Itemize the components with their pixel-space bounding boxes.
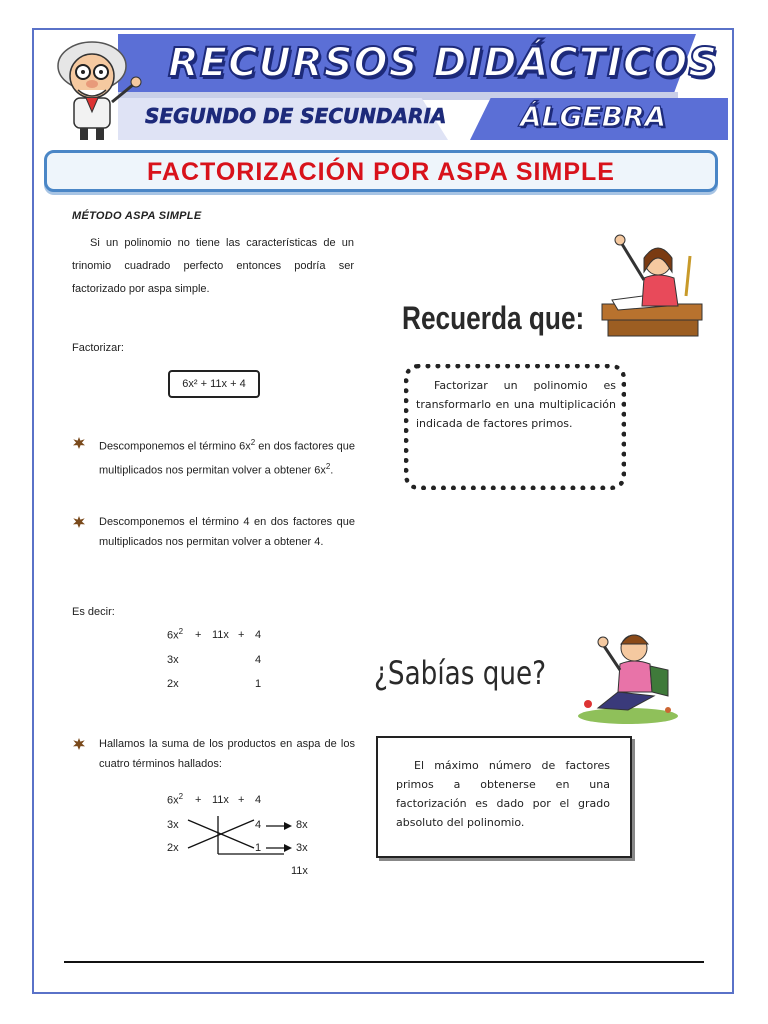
aspa-row0-b: 11x bbox=[212, 794, 229, 806]
boy-student-illustration-icon bbox=[568, 626, 680, 726]
step-1-part-c: . bbox=[330, 464, 334, 477]
step-3-text: Hallamos la suma de los productos en aspa de los cuatro términos hallados: bbox=[99, 738, 355, 770]
header-title: RECURSOS DIDÁCTICOS bbox=[168, 40, 719, 86]
sabias-title: ¿Sabías que? bbox=[374, 654, 547, 692]
es-decir-label: Es decir: bbox=[72, 606, 115, 618]
method-heading: MÉTODO ASPA SIMPLE bbox=[72, 210, 202, 222]
es-decir-row0-b: 11x bbox=[212, 629, 229, 641]
step-1-part-a: Descomponemos el término 6x bbox=[99, 440, 251, 453]
factor-label: Factorizar: bbox=[72, 342, 124, 354]
aspa-row2-product: 3x bbox=[296, 842, 308, 854]
aspa-sum: 11x bbox=[291, 865, 308, 877]
step-2-text: Descomponemos el término 4 en dos factores que multiplicados nos permitan volver a obtener 4. bbox=[99, 516, 355, 548]
subject-label: ÁLGEBRA bbox=[520, 100, 667, 133]
aspa-row0-op2: + bbox=[238, 794, 245, 806]
step-1-sup-a: 2 bbox=[250, 438, 256, 447]
method-intro: Si un polinomio no tiene las características de un trinomio cuadrado perfecto entonces podría ser factorizado por aspa simple. bbox=[72, 237, 354, 295]
sabias-text: El máximo número de factores primos a obtenerse en una factorización es dado por el grado absoluto del polinomio. bbox=[396, 759, 610, 829]
recuerda-text: Factorizar un polinomio es transformarlo en una multiplicación indicada de factores primos. bbox=[416, 379, 616, 430]
es-decir-row0-c: 4 bbox=[255, 629, 262, 641]
girl-student-illustration-icon bbox=[598, 226, 708, 338]
page-title-bar bbox=[44, 150, 718, 192]
aspa-row0-op1: + bbox=[195, 794, 202, 806]
page-title: FACTORIZACIÓN POR ASPA SIMPLE bbox=[147, 158, 615, 186]
grade-label: SEGUNDO DE SECUNDARIA bbox=[145, 104, 447, 128]
es-decir-row0-a: $6x^2$ bbox=[167, 627, 184, 642]
es-decir-row1-a: 3x bbox=[167, 654, 179, 666]
aspa-row1-product: 8x bbox=[296, 819, 308, 831]
expression-box: 6x² + 11x + 4 bbox=[168, 370, 260, 398]
es-decir-row0-op2: + bbox=[238, 629, 245, 641]
sunburst-bullet-icon bbox=[73, 516, 85, 528]
step-1-part-b: en dos factores que multiplicados nos permitan volver a obtener 6x bbox=[99, 440, 355, 477]
es-decir-row2-c: 1 bbox=[255, 678, 262, 690]
footer-rule bbox=[64, 961, 704, 963]
es-decir-row2-a: 2x bbox=[167, 678, 179, 690]
es-decir-row1-c: 4 bbox=[255, 654, 262, 666]
es-decir-row0-op1: + bbox=[195, 629, 202, 641]
aspa-row0-c: 4 bbox=[255, 794, 262, 806]
step-1-text bbox=[99, 433, 355, 480]
aspa-row1-a: 3x bbox=[167, 819, 179, 831]
professor-mascot-icon bbox=[34, 32, 152, 144]
recuerda-title: Recuerda que: bbox=[402, 300, 585, 336]
aspa-row1-c: 4 bbox=[255, 819, 262, 831]
sunburst-bullet-icon bbox=[73, 437, 85, 449]
aspa-row0-a: $6x^2$ bbox=[167, 792, 184, 807]
aspa-cross-lines bbox=[180, 808, 295, 858]
aspa-row2-a: 2x bbox=[167, 842, 179, 854]
sunburst-bullet-icon bbox=[73, 738, 85, 750]
aspa-row2-c: 1 bbox=[255, 842, 262, 854]
step-1-sup-b: 2 bbox=[325, 461, 331, 471]
